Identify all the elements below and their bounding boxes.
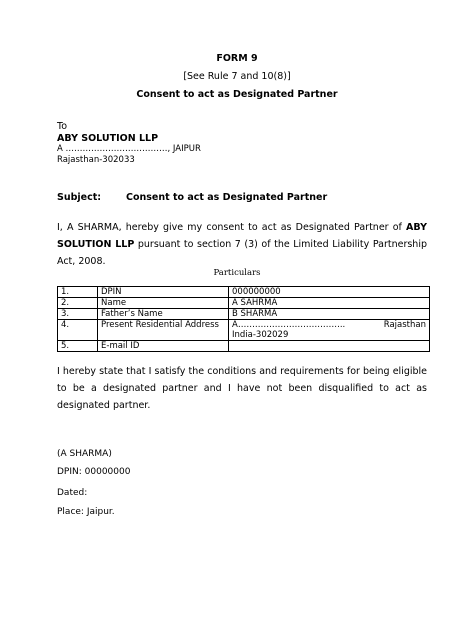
particulars-table — [57, 286, 430, 352]
field-label: Father’s Name — [98, 309, 229, 320]
place-field: Place: Jaipur. — [57, 507, 115, 517]
field-value — [229, 341, 430, 352]
signatory-name: (A SHARMA) — [57, 449, 112, 459]
consent-text-part1: I, A SHARMA, hereby give my consent to act as Designated Partner of — [57, 222, 407, 233]
consent-text-part2: pursuant to section 7 (3) of the Limited Liability Partnership Act, 2008. — [57, 239, 428, 267]
addressee-company: ABY SOLUTION LLP — [57, 133, 159, 144]
table-row — [58, 298, 430, 309]
field-value: 000000000 — [229, 287, 430, 298]
to-label: To — [57, 121, 68, 132]
address-country-pin: India-302029 — [232, 330, 289, 340]
field-value: B SHARMA — [229, 309, 430, 320]
signatory-dpin: DPIN: 00000000 — [57, 467, 131, 477]
field-value: A SAHRMA — [229, 298, 430, 309]
subject-text: Consent to act as Designated Partner — [126, 192, 328, 203]
row-number: 1. — [58, 287, 98, 298]
rule-reference: [See Rule 7 and 10(8)] — [183, 71, 291, 82]
particulars-heading: Particulars — [213, 268, 261, 278]
form-title: FORM 9 — [216, 53, 258, 64]
addressee-address-line2: Rajasthan-302033 — [57, 155, 135, 165]
field-label: Present Residential Address — [98, 320, 229, 341]
declaration-paragraph: I hereby state that I satisfy the conditions and requirements for being eligible to be a designated partner and I have not been disqualified to act as designated partner. — [57, 366, 427, 411]
consent-paragraph — [57, 219, 427, 270]
table-row — [58, 287, 430, 298]
table-row — [58, 309, 430, 320]
row-number: 5. — [58, 341, 98, 352]
subject-label: Subject: — [57, 192, 102, 203]
row-number: 3. — [58, 309, 98, 320]
table-row — [58, 341, 430, 352]
row-number: 4. — [58, 320, 98, 341]
addressee-address-line1: A ………………………………, JAIPUR — [57, 144, 201, 154]
document-heading: Consent to act as Designated Partner — [136, 89, 338, 100]
field-label: Name — [98, 298, 229, 309]
address-dots: A……………………………….. — [232, 320, 346, 330]
field-label: E-mail ID — [98, 341, 229, 352]
table-row — [58, 320, 430, 341]
row-number: 2. — [58, 298, 98, 309]
dated-field: Dated: — [57, 488, 88, 498]
consent-company-name: ABY SOLUTION LLP — [57, 222, 427, 250]
address-state: Rajasthan — [383, 320, 426, 330]
address-line — [232, 320, 426, 330]
field-value — [229, 320, 430, 341]
field-label: DPIN — [98, 287, 229, 298]
